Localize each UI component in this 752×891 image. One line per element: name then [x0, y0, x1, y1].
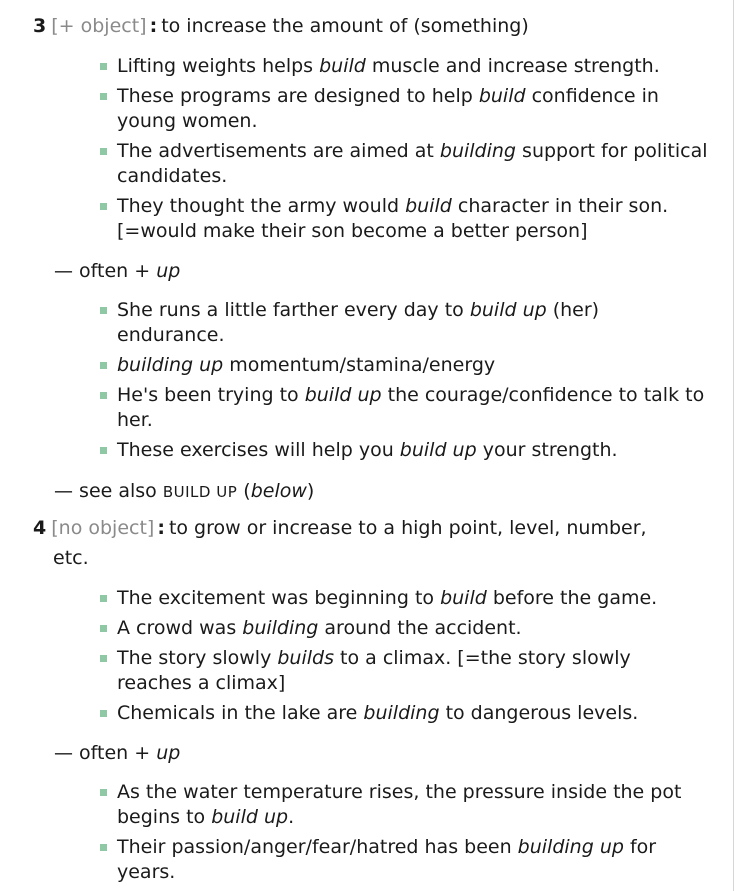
example-headword: build up — [211, 806, 289, 828]
bullet-icon — [100, 789, 107, 796]
example-headword: building — [242, 617, 319, 639]
grammar-label: [no object] — [51, 517, 155, 539]
example-text: Lifting weights helps — [117, 55, 320, 77]
example-sentence — [100, 646, 710, 696]
note-particle: up — [156, 742, 181, 764]
example-sentence — [100, 139, 710, 189]
example-sentence — [100, 84, 710, 134]
bullet-icon — [100, 307, 107, 314]
example-text: your strength. — [476, 439, 618, 461]
example-headword: building up — [117, 354, 224, 376]
example-sentence — [100, 616, 710, 641]
example-text: Their passion/anger/fear/hatred has been — [117, 836, 518, 858]
example-text: momentum/stamina/energy — [223, 354, 496, 376]
example-text: A crowd was — [117, 617, 243, 639]
bullet-icon — [100, 595, 107, 602]
sense-number: 4 — [33, 517, 47, 539]
example-text: muscle and increase strength. — [365, 55, 660, 77]
right-border — [733, 0, 734, 891]
example-text: The story slowly — [117, 647, 278, 669]
definition-line2: etc. — [53, 547, 89, 569]
example-headword: build up — [399, 439, 477, 461]
example-text: She runs a little farther every day to — [117, 299, 470, 321]
example-headword: build — [319, 55, 366, 77]
example-text: . — [288, 806, 295, 828]
example-text: (her) endurance. — [117, 299, 600, 346]
example-headword: build up — [469, 299, 547, 321]
bullet-icon — [100, 148, 107, 155]
see-also-link[interactable]: BUILD UP — [162, 483, 238, 501]
example-sentence — [100, 586, 710, 611]
example-sentence — [100, 701, 710, 726]
sense-4-examples-a — [100, 586, 710, 731]
bullet-icon — [100, 625, 107, 632]
example-headword: building up — [517, 836, 624, 858]
note-particle: up — [156, 260, 181, 282]
example-text: around the accident. — [318, 617, 522, 639]
example-sentence — [100, 298, 710, 348]
example-headword: builds — [277, 647, 334, 669]
example-text: As the water temperature rises, the pressure inside the pot begins to — [117, 781, 682, 828]
example-headword: build — [478, 85, 526, 107]
example-text: support for political candidates. — [117, 140, 708, 187]
colon: : — [149, 15, 158, 37]
bullet-icon — [100, 710, 107, 717]
example-headword: build — [405, 195, 452, 217]
see-also-text: — see also — [54, 480, 163, 502]
colon: : — [157, 517, 165, 539]
example-text: The advertisements are aimed at — [117, 140, 440, 162]
example-text: for years. — [117, 836, 657, 883]
example-text: confidence in young women. — [117, 85, 659, 132]
example-headword: build up — [304, 384, 382, 406]
example-sentence — [100, 54, 710, 79]
example-headword: build — [440, 587, 487, 609]
example-sentence — [100, 194, 710, 244]
bullet-icon — [100, 392, 107, 399]
example-text: the courage/confidence to talk to her. — [117, 384, 705, 431]
bullet-icon — [100, 93, 107, 100]
sense-number: 3 — [33, 15, 47, 37]
grammar-label: [+ object] — [51, 15, 147, 37]
bullet-icon — [100, 63, 107, 70]
example-sentence — [100, 383, 710, 433]
bullet-icon — [100, 844, 107, 851]
example-sentence — [100, 835, 710, 885]
sense-4-examples-b — [100, 780, 710, 890]
example-sentence — [100, 438, 710, 463]
example-text: The excitement was beginning to — [117, 587, 441, 609]
example-text: These exercises will help you — [117, 439, 400, 461]
bullet-icon — [100, 447, 107, 454]
often-note — [54, 256, 180, 286]
example-text: They thought the army would — [117, 195, 406, 217]
example-text: to dangerous levels. — [439, 702, 639, 724]
see-also-note — [54, 476, 314, 507]
example-text: These programs are designed to help — [117, 85, 479, 107]
see-also-paren-close: ) — [306, 480, 315, 502]
definition: to increase the amount of (something) — [161, 15, 529, 37]
bullet-icon — [100, 655, 107, 662]
sense-3-examples-a — [100, 54, 710, 249]
sense-3-examples-b — [100, 298, 710, 468]
see-also-below: below — [250, 480, 307, 502]
example-text: He's been trying to — [117, 384, 305, 406]
bullet-icon — [100, 362, 107, 369]
bullet-icon — [100, 203, 107, 210]
example-text: before the game. — [486, 587, 658, 609]
see-also-paren: ( — [237, 480, 251, 502]
note-text: — often + — [54, 260, 157, 282]
definition-line1: to grow or increase to a high point, level, number, — [168, 517, 647, 539]
sense-4-header — [33, 513, 703, 573]
example-sentence — [100, 353, 710, 378]
note-text: — often + — [54, 742, 157, 764]
often-note-2 — [54, 738, 180, 768]
example-text: Chemicals in the lake are — [117, 702, 364, 724]
example-sentence — [100, 780, 710, 830]
example-headword: building — [363, 702, 440, 724]
example-text: to a climax. [=the story slowly reaches a climax] — [117, 647, 631, 694]
example-headword: building — [439, 140, 516, 162]
example-text: character in their son. [=would make their son become a better person] — [117, 195, 669, 242]
sense-3-header — [33, 11, 703, 41]
